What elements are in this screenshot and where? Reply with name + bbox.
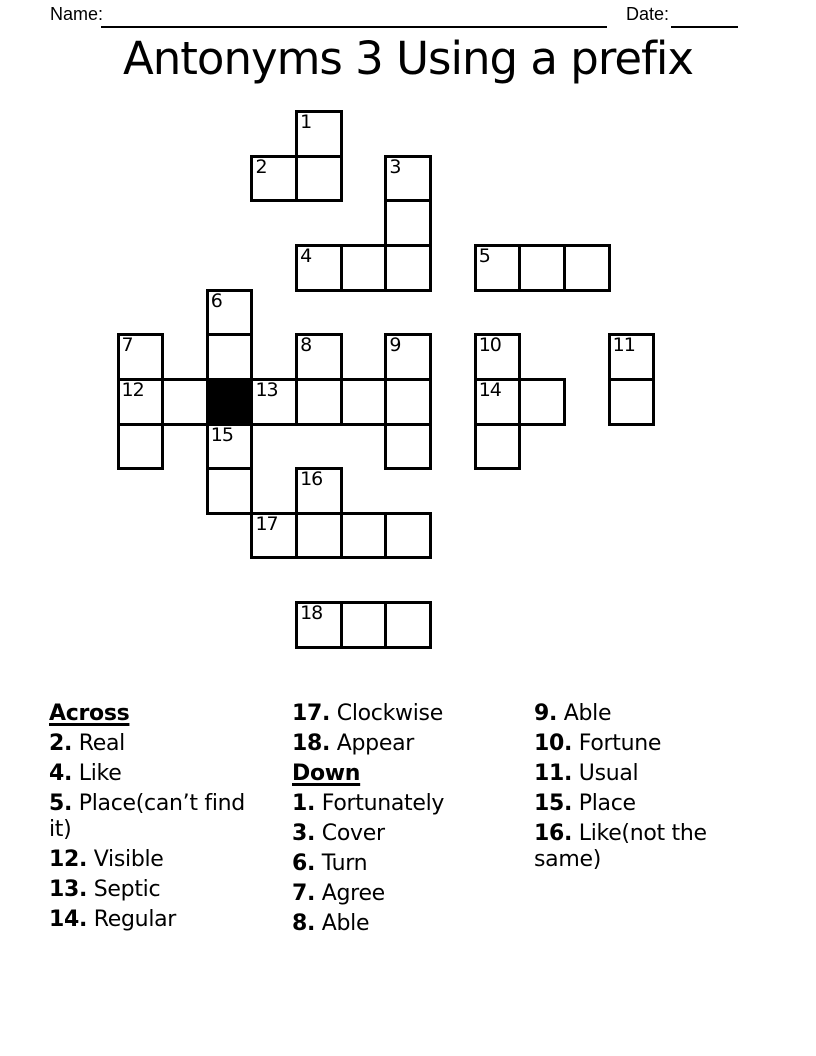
clue-number: 9. — [534, 701, 558, 726]
grid-cell[interactable] — [340, 512, 388, 560]
clue-number: 13. — [49, 877, 88, 902]
grid-cell[interactable] — [384, 601, 432, 649]
clue-number: 1. — [292, 791, 316, 816]
clue-text: Able — [557, 701, 612, 726]
clue-text: Appear — [330, 731, 415, 756]
grid-cell[interactable] — [608, 378, 656, 426]
clue-item — [292, 851, 506, 877]
clue-item — [292, 881, 506, 907]
cell-number: 16 — [300, 468, 323, 491]
clue-text: Place(can’t find it) — [49, 791, 245, 842]
grid-cell[interactable] — [384, 378, 432, 426]
clue-text: Able — [315, 911, 370, 936]
clue-text: Turn — [315, 851, 368, 876]
clue-number: 18. — [292, 731, 331, 756]
clue-number: 5. — [49, 791, 73, 816]
grid-cell[interactable] — [295, 601, 343, 649]
grid-cell[interactable] — [474, 333, 522, 381]
grid-cell[interactable] — [340, 378, 388, 426]
clue-text: Like — [72, 761, 122, 786]
clue-item — [292, 791, 506, 817]
clue-item — [534, 701, 748, 727]
clue-item — [49, 761, 263, 787]
clue-number: 15. — [534, 791, 573, 816]
clue-number: 2. — [49, 731, 73, 756]
clue-text: Place — [572, 791, 636, 816]
grid-cell[interactable] — [384, 512, 432, 560]
cell-number: 11 — [612, 334, 635, 357]
clue-number: 10. — [534, 731, 573, 756]
grid-cell[interactable] — [295, 512, 343, 560]
clue-text: Real — [72, 731, 125, 756]
cell-number: 7 — [121, 334, 133, 357]
cell-number: 10 — [478, 334, 501, 357]
cell-number: 3 — [389, 155, 401, 178]
cell-number: 13 — [255, 378, 278, 401]
clue-number: 7. — [292, 881, 316, 906]
clue-item — [534, 821, 748, 873]
grid-cell[interactable] — [384, 333, 432, 381]
cell-number: 8 — [300, 334, 312, 357]
clue-text: Agree — [315, 881, 385, 906]
clue-item — [292, 911, 506, 937]
grid-cell[interactable] — [295, 467, 343, 515]
grid-cell[interactable] — [295, 110, 343, 158]
grid-cell[interactable] — [206, 289, 254, 337]
clue-text: Fortunately — [315, 791, 445, 816]
cell-number: 12 — [121, 378, 144, 401]
clue-item — [49, 907, 263, 933]
grid-cell[interactable] — [117, 378, 165, 426]
clue-text: Clockwise — [330, 701, 443, 726]
grid-cell[interactable] — [206, 423, 254, 471]
grid-cell[interactable] — [295, 333, 343, 381]
clue-item — [292, 821, 506, 847]
grid-cell-black — [206, 378, 254, 426]
grid-cell[interactable] — [518, 378, 566, 426]
cell-number: 4 — [300, 244, 312, 267]
clue-item — [49, 847, 263, 873]
clue-item — [534, 791, 748, 817]
cell-number: 17 — [255, 512, 278, 535]
clue-item — [534, 731, 748, 757]
grid-cell[interactable] — [608, 333, 656, 381]
grid-cell[interactable] — [384, 244, 432, 292]
grid-cell[interactable] — [518, 244, 566, 292]
cell-number: 5 — [478, 244, 490, 267]
grid-cell[interactable] — [295, 244, 343, 292]
clue-number: 4. — [49, 761, 73, 786]
grid-cell[interactable] — [161, 378, 209, 426]
clue-item — [292, 701, 506, 727]
clue-text: Regular — [87, 907, 177, 932]
cell-number: 1 — [300, 111, 312, 133]
clue-number: 8. — [292, 911, 316, 936]
name-label: Name: — [50, 4, 104, 24]
grid-cell[interactable] — [474, 244, 522, 292]
clue-number: 17. — [292, 701, 331, 726]
grid-cell[interactable] — [340, 244, 388, 292]
clue-item — [292, 731, 506, 757]
cell-number: 18 — [300, 602, 323, 625]
grid-cell[interactable] — [474, 423, 522, 471]
clue-text: Visible — [87, 847, 164, 872]
grid-cell[interactable] — [250, 378, 298, 426]
grid-cell[interactable] — [206, 333, 254, 381]
grid-cell[interactable] — [250, 155, 298, 203]
clue-text: Cover — [315, 821, 385, 846]
grid-cell[interactable] — [295, 378, 343, 426]
clue-item — [49, 791, 263, 843]
clue-text: Fortune — [572, 731, 662, 756]
cell-number: 9 — [389, 334, 401, 357]
grid-cell[interactable] — [206, 467, 254, 515]
grid-cell[interactable] — [117, 333, 165, 381]
grid-cell[interactable] — [117, 423, 165, 471]
clue-column-3 — [534, 701, 748, 877]
clue-section-header: Down — [292, 761, 361, 786]
grid-cell[interactable] — [384, 155, 432, 203]
clue-column-2 — [292, 701, 506, 941]
grid-cell[interactable] — [250, 512, 298, 560]
clue-item — [49, 731, 263, 757]
clue-item — [534, 761, 748, 787]
grid-cell[interactable] — [474, 378, 522, 426]
date-label: Date: — [626, 4, 670, 24]
clue-text: Septic — [87, 877, 161, 902]
clue-number: 14. — [49, 907, 88, 932]
cell-number: 15 — [210, 423, 233, 446]
clue-text: Usual — [572, 761, 639, 786]
grid-cell[interactable] — [384, 423, 432, 471]
clue-number: 16. — [534, 821, 573, 846]
clue-number: 12. — [49, 847, 88, 872]
grid-cell[interactable] — [295, 155, 343, 203]
clue-item — [49, 877, 263, 903]
grid-cell[interactable] — [384, 199, 432, 247]
cell-number: 2 — [255, 155, 267, 178]
worksheet-title: Antonyms 3 Using a prefix — [122, 32, 694, 85]
grid-cell[interactable] — [340, 601, 388, 649]
clue-section-header: Across — [49, 701, 130, 726]
cell-number: 6 — [210, 289, 222, 312]
clue-number: 3. — [292, 821, 316, 846]
cell-number: 14 — [478, 378, 501, 401]
clue-text: Like(not the same) — [534, 821, 707, 872]
clue-column-1 — [49, 701, 263, 937]
clue-number: 11. — [534, 761, 573, 786]
grid-cell[interactable] — [563, 244, 611, 292]
clue-number: 6. — [292, 851, 316, 876]
